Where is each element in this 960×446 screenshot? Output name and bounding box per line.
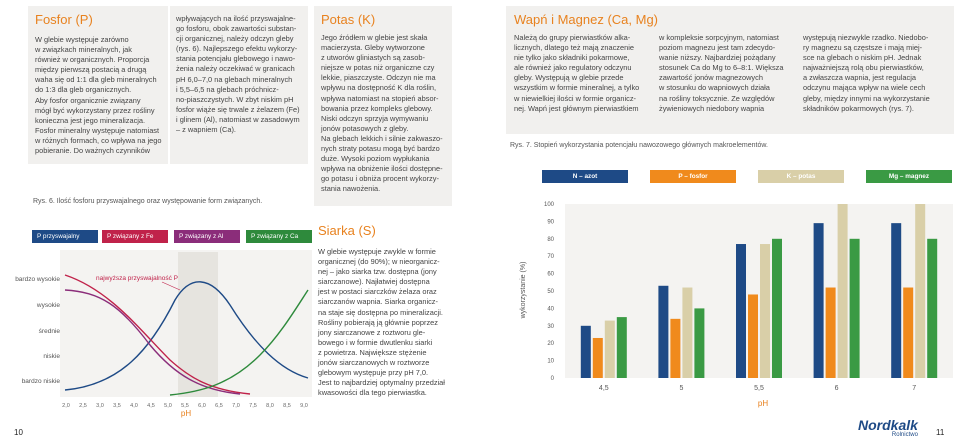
fig7-bar (760, 244, 770, 378)
fig7-bar (772, 239, 782, 378)
page-number-left: 10 (14, 428, 23, 437)
fig6-level-low: niskie (43, 353, 60, 360)
fig7-bar (670, 319, 680, 378)
heading-ca-mg: Wapń i Magnez (Ca, Mg) (514, 12, 659, 27)
fig7-y-tick: 100 (543, 202, 554, 208)
fig7-y-tick: 10 (547, 358, 554, 365)
figure6-chart (0, 250, 320, 420)
ca-mg-col3: występują niezwykle rzadko. Niedobo- ry magnezu są częstsze i mają miej- sce na glebach o niskim pH. Jednak najważniejszą rolą obu pierwiastków, a zwłaszcza wapnia, jest regulacja odczynu mająca wpływ na wiele cech gleby, między innymi na wykorzystanie składników pokarmowych (rys. 7). (803, 33, 930, 113)
fig7-y-tick: 50 (547, 289, 554, 295)
fig7-y-tick: 30 (547, 323, 554, 330)
fig7-bar (915, 204, 925, 378)
fig7-y-tick: 90 (547, 219, 554, 226)
fig7-x-tick: 7 (912, 385, 917, 392)
fig6-x-tick: 4,0 (130, 403, 138, 409)
potas-body: Jego źródłem w glebie jest skała macierzysta. Gleby wytworzone z utworów gliniastych są zasob- niejsze w potas niż organiczne czy lekkie, piaszczyste. Odczyn nie ma wpływu na dostępność K dla roślin, wpływa natomiast na stopień absor- bowania przez kompleks glebowy. Niski odczyn sprzyja wymywaniu jonów potasowych z gleby. Na glebach lekkich i silnie zakwaszo- nych straty potasu mogą być bardzo duże. Wysoki poziom wypłukania wpływa na obniżenie ilości dostępne- go potasu i obniża procent wykorzy- stania nawożenia. (321, 33, 443, 194)
fig7-y-tick: 40 (547, 306, 554, 313)
fig7-legend-mg: Mg – magnez (866, 170, 952, 183)
siarka-body: W glebie występuje zwykle w formie organicznej (do 90%); w nieorganicz- nej – jako siarka tzw. dostępna (jony siarczanowe). Najłatwiej dostępna jest w postaci siarczków żelaza oraz siarczanów wapnia. Siarka organicz- na staje się dostępna po mineralizacji. Rośliny pobierają ją głównie poprzez jony siarczanowe z roztworu gle- bowego i w formie dwutlenku siarki z powietrza. Największe stężenie jonów siarczanowych w roztworze glebowym występuje przy pH 7,0. Jest to najbardziej optymalny przedział kwasowości dla tego pierwiastka. (318, 247, 445, 398)
fig7-bar (605, 321, 615, 378)
fig6-x-tick: 8,5 (283, 403, 291, 409)
fig7-x-tick: 6 (834, 385, 839, 392)
fig6-x-label: pH (180, 409, 192, 418)
page-number-right: 11 (936, 428, 945, 437)
fig7-legend-p: P – fosfor (650, 170, 736, 183)
fig6-legend-p-al: P związany z Al (174, 230, 240, 243)
fig7-x-tick: 4,5 (598, 385, 609, 392)
fig7-bar (850, 239, 860, 378)
fig7-bar (617, 317, 627, 378)
fig7-legend-n: N – azot (542, 170, 628, 183)
fig6-x-tick: 6,0 (198, 403, 206, 409)
fig6-x-tick: 7,5 (249, 403, 257, 409)
fig6-legend-p-fe: P związany z Fe (102, 230, 168, 243)
fig7-x-label: pH (757, 399, 769, 408)
nordkalk-logo (858, 418, 918, 438)
fig7-bar (838, 204, 848, 378)
fig7-y-tick: 20 (547, 341, 554, 348)
heading-siarka: Siarka (S) (318, 223, 376, 238)
fig7-x-tick: 5 (679, 385, 684, 392)
fig6-legend-p-available: P przyswajalny (32, 230, 98, 243)
fig6-annotation: najwyższa przyswajalność P (96, 275, 179, 282)
nordkalk-brand: Nordkalk (858, 417, 918, 433)
fig7-bar (748, 294, 758, 378)
fig7-y-label: wykorzystanie (%) (520, 261, 527, 319)
fig7-y-tick: 60 (547, 271, 554, 278)
fig7-bar (814, 223, 824, 378)
fig6-level-medium: średnie (38, 328, 60, 335)
fig6-x-tick: 4,5 (147, 403, 155, 409)
fig7-bar (593, 338, 603, 378)
figure7-chart (505, 192, 957, 408)
fig7-bar (826, 288, 836, 378)
fig6-x-tick: 5,0 (164, 403, 172, 409)
ca-mg-col1: Należą do grupy pierwiastków alka- licznych, dlatego też mają znaczenie nie tylko jako składniki pokarmowe, ale również jako regulatory odczynu gleby. Występują w glebie przede wszystkim w formie mineralnej, a tylko w niewielkiej ilości w formie organicz- nej. Wapń jest głównym pierwiastkiem (514, 33, 640, 113)
fig6-x-tick: 5,5 (181, 403, 189, 409)
fosfor-body: W glebie występuje zarówno w związkach mineralnych, jak również w organicznych. Proporcja między pierwszą postacią a drugą waha się od 1:1 dla gleb mineralnych do 1:3 dla gleb organicznych. Aby fosfor organicznie związany mógł być wykorzystany przez rośliny konieczna jest jego mineralizacja. Fosfor mineralny występuje natomiast w różnych formach, co wpływa na jego pobieranie. Do ważnych czynników (35, 35, 162, 156)
fig7-y-tick: 0 (550, 376, 554, 382)
fig7-y-tick: 80 (547, 236, 554, 243)
fosfor-body-2: wpływających na ilość przyswajalne- go fosforu, obok zawartości substan- cji organicznej, należy odczyn gleby (rys. 6). Najlepszego efektu wykorzy- stania potencjału glebowego i nawo- żenia należy oczekiwać w granicach pH 6,0–7,0 na glebach mineralnych i 5,5–6,5 na glebach próchnicz- no-piaszczystych. W zbyt niskim pH fosfor wiąże się trwale z żelazem (Fe) i glinem (Al), natomiast w zasadowym – z wapniem (Ca). (176, 14, 300, 135)
fig7-bar (581, 326, 591, 378)
fig7-legend-k: K – potas (758, 170, 844, 183)
heading-potas: Potas (K) (321, 12, 376, 27)
fig7-bar (694, 308, 704, 378)
heading-fosfor: Fosfor (P) (35, 12, 93, 27)
fig7-bar (658, 286, 668, 378)
fig6-x-tick: 6,5 (215, 403, 223, 409)
fig6-x-tick: 8,0 (266, 403, 274, 409)
figure7-caption: Rys. 7. Stopień wykorzystania potencjału nawozowego głównych makroelementów. (510, 142, 768, 149)
fig7-bar (736, 244, 746, 378)
ca-mg-col2: w kompleksie sorpcyjnym, natomiast poziom magnezu jest tam zdecydo- wanie niższy. Najbardziej pożądany stosunek Ca do Mg to 6–8:1. Większa zawartość jonów magnezowych w stosunku do wapniowych działa na rośliny toksycznie. Ze względów żywieniowych niedobory wapnia (659, 33, 784, 113)
fig6-x-tick: 9,0 (300, 403, 308, 409)
fig7-x-tick: 5,5 (754, 385, 764, 392)
fig7-bar (891, 223, 901, 378)
fig6-level-very-low: bardzo niskie (21, 378, 60, 385)
fig6-level-very-high: bardzo wysokie (15, 276, 60, 283)
fig6-x-tick: 7,0 (232, 403, 240, 409)
nordkalk-sub: Rolnictwo (891, 432, 918, 438)
fig6-legend-p-ca: P związany z Ca (246, 230, 312, 243)
fig6-x-tick: 3,0 (96, 403, 104, 409)
figure6-caption: Rys. 6. Ilość fosforu przyswajalnego oraz występowanie form związanych. (33, 198, 263, 205)
fig6-level-high: wysokie (36, 302, 60, 309)
fig7-bar (682, 288, 692, 378)
fig6-x-tick: 2,0 (62, 403, 70, 409)
fig7-bar (927, 239, 937, 378)
fig6-x-tick: 2,5 (79, 403, 87, 409)
fig7-bar (903, 288, 913, 378)
fig7-y-tick: 70 (547, 254, 554, 261)
fig6-x-tick: 3,5 (113, 403, 121, 409)
